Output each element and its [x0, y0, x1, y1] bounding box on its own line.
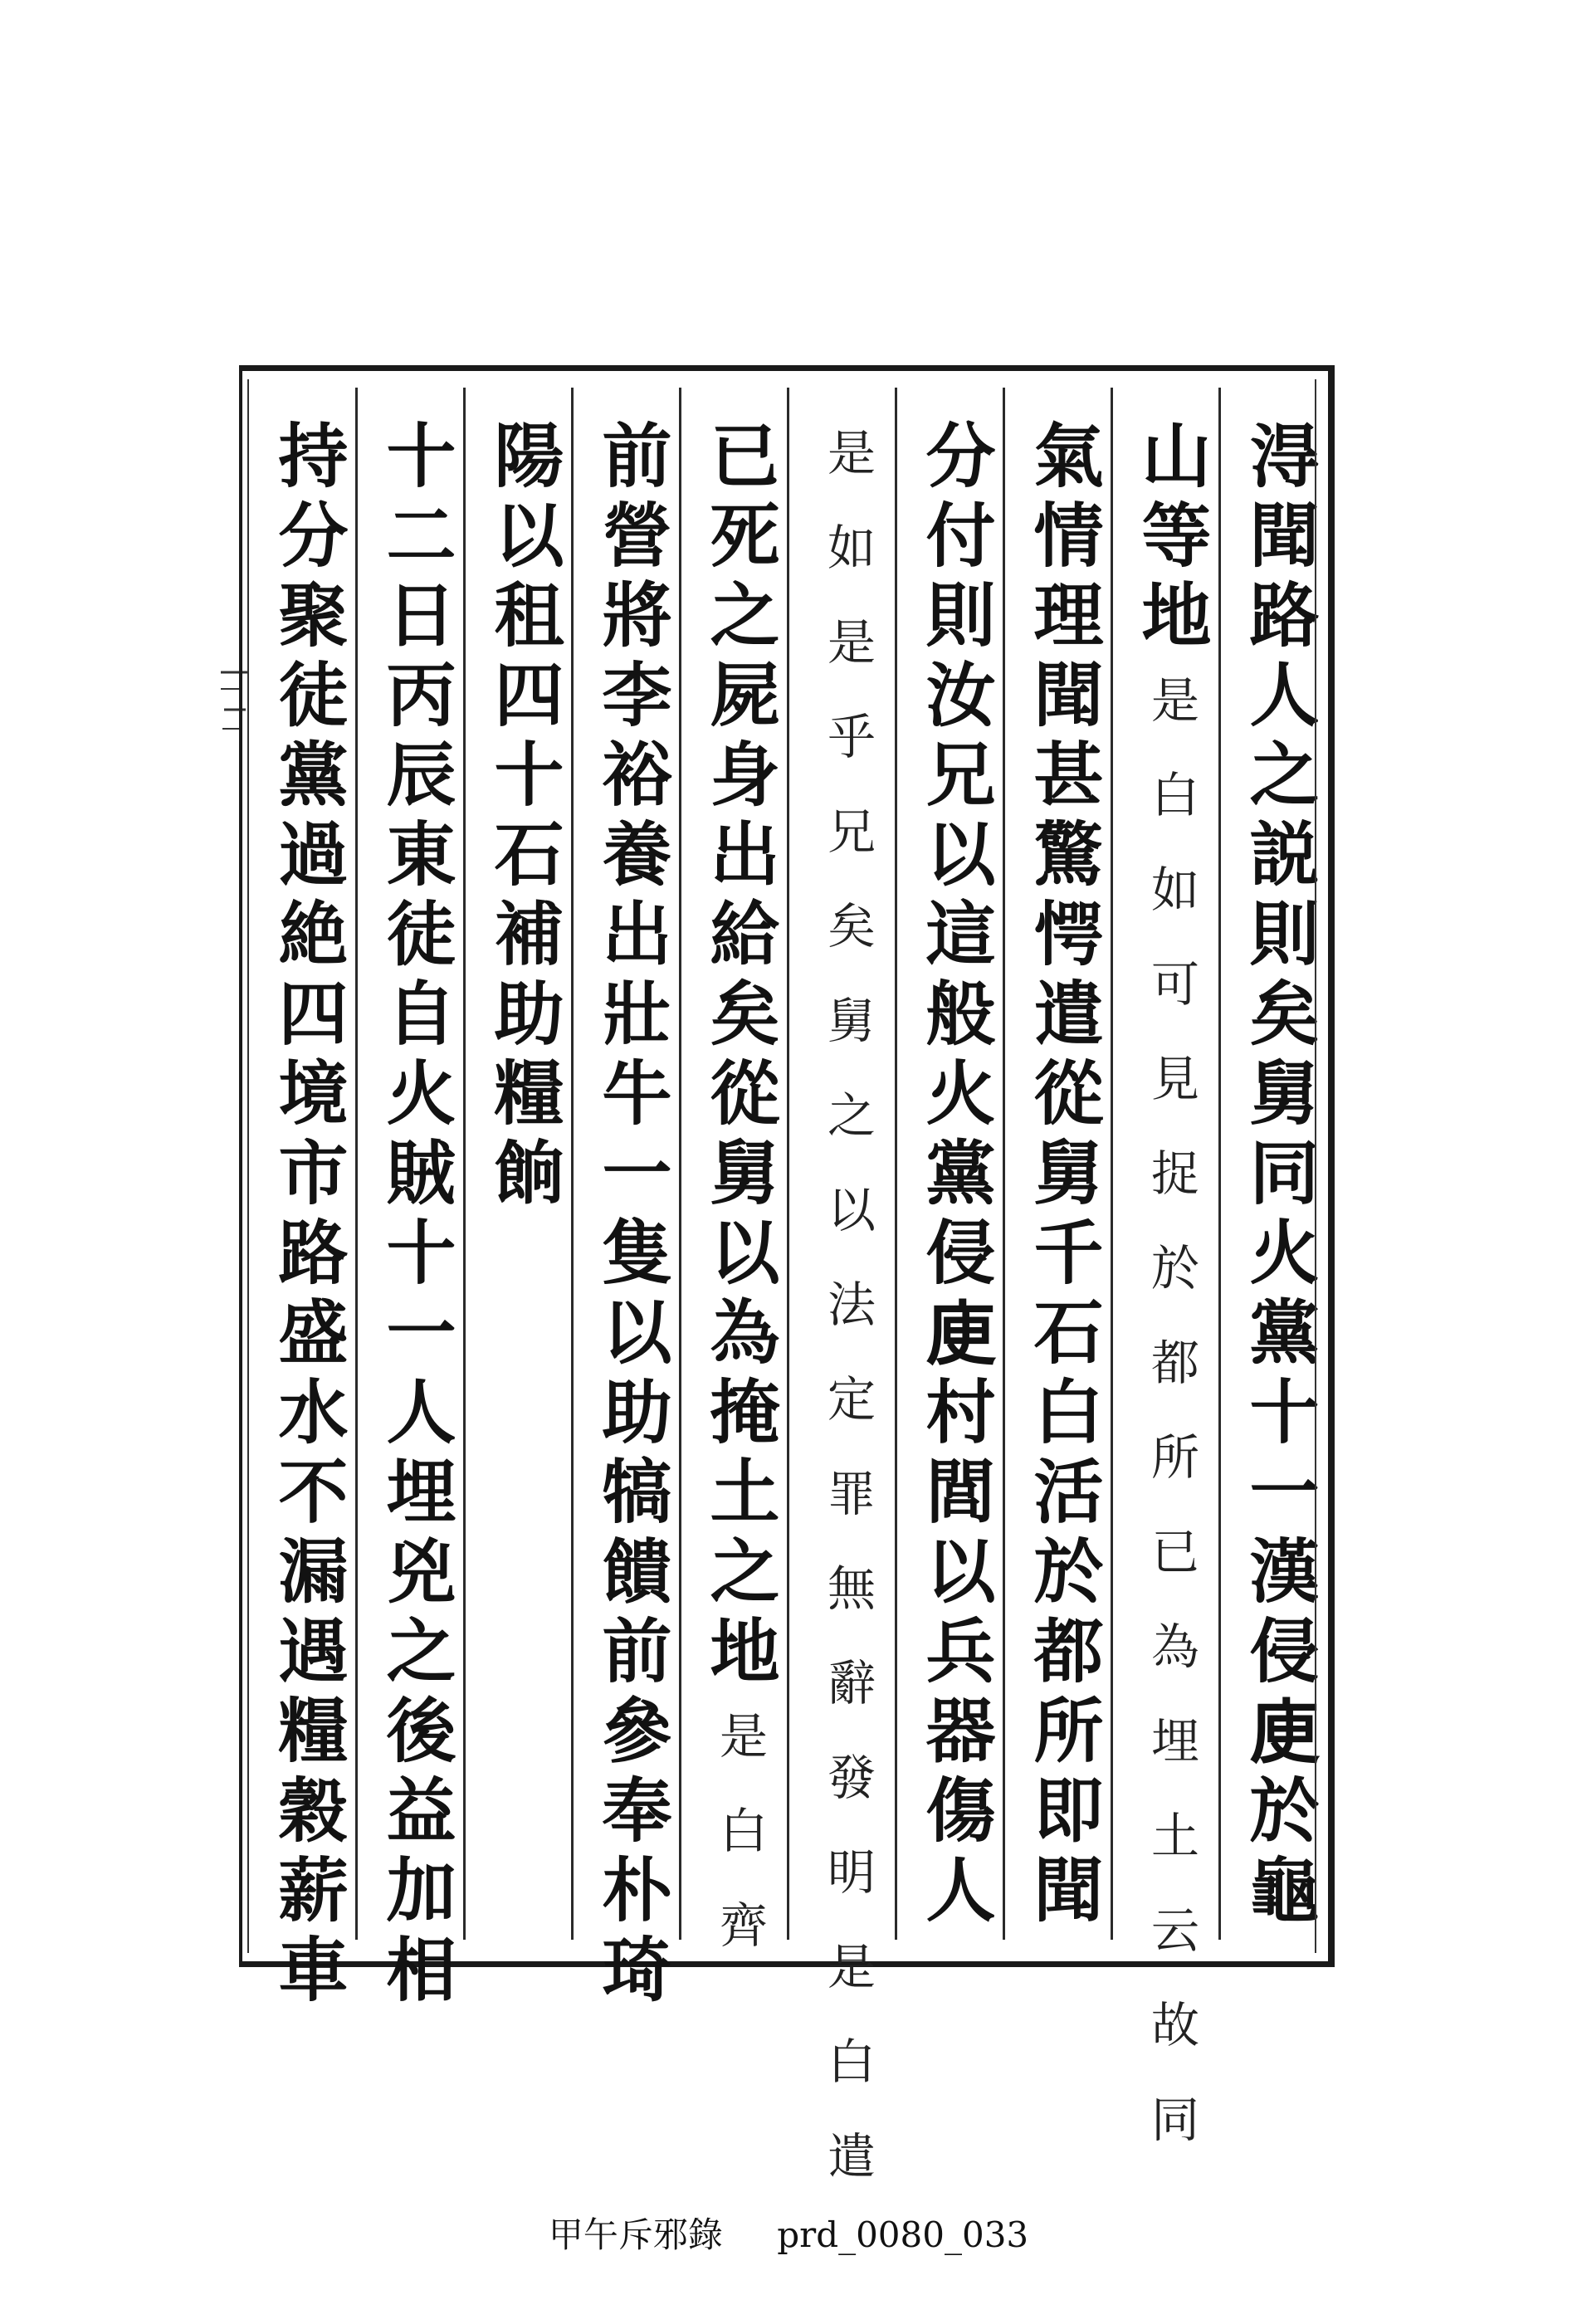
- column-main-text: 前營將李裕養出壯牛一隻以助犒饋前參奉朴琦: [591, 419, 673, 2013]
- column-note-text: 是白如可見捉於都所已為埋土云故同: [1143, 675, 1199, 2189]
- column-main-text: 淂聞路人之説則矣舅同火黨十一漢侵𢈔於龜: [1238, 419, 1321, 1933]
- column-rule: [787, 388, 789, 1940]
- text-column-5: [798, 419, 896, 2225]
- column-rule: [1111, 388, 1113, 1940]
- column-main-text: 持分聚徒黨過絶四境市路盛水不漏遇糧穀薪車: [267, 419, 349, 2013]
- column-main-text: 氣情理聞甚驚愕遣從舅千石白活於都所即聞: [1023, 419, 1105, 1933]
- column-main-text: 陽以租四十石補助糧餉: [483, 419, 565, 1216]
- column-rule: [463, 388, 466, 1940]
- caption-title: 甲午斥邪錄: [548, 2214, 723, 2255]
- text-column-1: [1230, 419, 1328, 1955]
- text-column-3: [1014, 419, 1112, 1955]
- text-column-2: [1122, 419, 1220, 2189]
- column-main-text: 山等地: [1130, 419, 1213, 658]
- column-main-text: 分付則汝兄以這般火黨侵𢈔村閭以兵器傷人: [915, 419, 997, 1933]
- text-column-10: [259, 419, 357, 2013]
- column-rule: [355, 388, 358, 1940]
- text-column-8: [475, 419, 573, 1955]
- text-column-6: [691, 419, 788, 1994]
- column-note-text: 是白齊: [711, 1711, 768, 1994]
- column-rule: [895, 388, 897, 1940]
- text-column-7: [583, 419, 681, 2013]
- text-column-4: [906, 419, 1004, 1955]
- caption-id: prd_0080_033: [777, 2214, 1029, 2255]
- column-rule: [571, 388, 574, 1940]
- column-rule: [679, 388, 681, 1940]
- page-caption: [0, 2208, 1577, 2258]
- text-column-9: [367, 419, 465, 2013]
- column-rule: [1218, 388, 1221, 1940]
- column-note-text: 是如是乎兄矣舅之以法定罪無辭發明是白遣: [819, 427, 876, 2225]
- column-main-text: 已死之屍身出給矣從舅以為掩土之地: [699, 419, 781, 1694]
- column-main-text: 十二日丙辰東徒自火賊十一人埋兇之後益加相: [375, 419, 457, 2013]
- text-frame: [239, 365, 1335, 2225]
- column-rule: [1003, 388, 1005, 1940]
